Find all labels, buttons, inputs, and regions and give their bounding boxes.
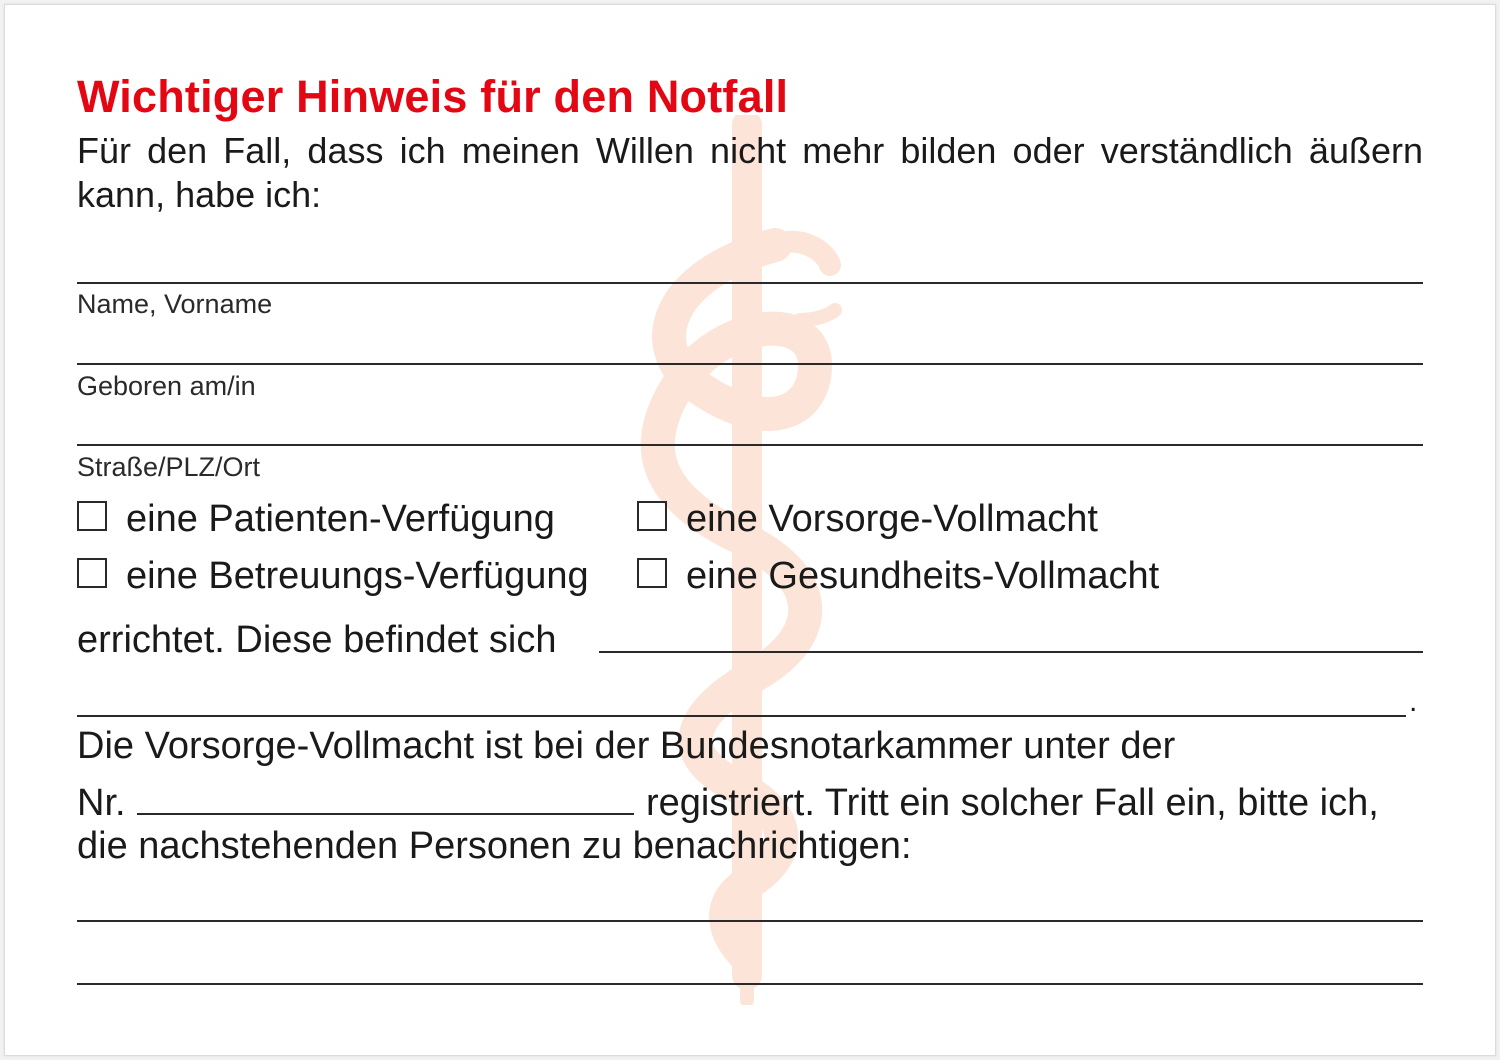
patient-checkbox[interactable] [77, 501, 107, 531]
registry-text-line2: registriert. Tritt ein solcher Fall ein, bitte ich, [646, 782, 1379, 824]
gesundheit-checkbox[interactable] [637, 558, 667, 588]
birth-label: Geboren am/in [77, 371, 256, 401]
name-input-line[interactable] [77, 282, 1423, 284]
betreuung-checkbox[interactable] [77, 558, 107, 588]
registry-text-line3: die nachstehenden Personen zu benachrichtigen: [77, 825, 912, 867]
registry-nr-label: Nr. [77, 782, 126, 824]
location-text: errichtet. Diese befindet sich [77, 619, 557, 661]
emergency-card [4, 4, 1496, 1056]
card-title: Wichtiger Hinweis für den Notfall [77, 71, 789, 122]
location-period: . [1409, 685, 1418, 718]
name-label: Name, Vorname [77, 289, 273, 319]
registry-number-line[interactable] [137, 813, 634, 815]
address-input-line[interactable] [77, 444, 1423, 446]
birth-input-line[interactable] [77, 363, 1423, 365]
address-label: Straße/PLZ/Ort [77, 452, 261, 482]
vorsorge-checkbox[interactable] [637, 501, 667, 531]
gesundheit-option-label: eine Gesundheits-Vollmacht [686, 555, 1160, 597]
location-input-line-2[interactable] [77, 715, 1406, 717]
location-input-line[interactable] [599, 651, 1423, 653]
intro-text: Für den Fall, dass ich meinen Willen nicht mehr bilden oder verständlich äußern kann, habe ich: [77, 130, 1423, 215]
vorsorge-option-label: eine Vorsorge-Vollmacht [686, 498, 1098, 540]
contact-line-2[interactable] [77, 983, 1423, 985]
betreuung-option-label: eine Betreuungs-Verfügung [126, 555, 589, 597]
contact-line-1[interactable] [77, 920, 1423, 922]
patient-option-label: eine Patienten-Verfügung [126, 498, 555, 540]
registry-text-line1: Die Vorsorge-Vollmacht ist bei der Bundesnotarkammer unter der [77, 725, 1176, 767]
